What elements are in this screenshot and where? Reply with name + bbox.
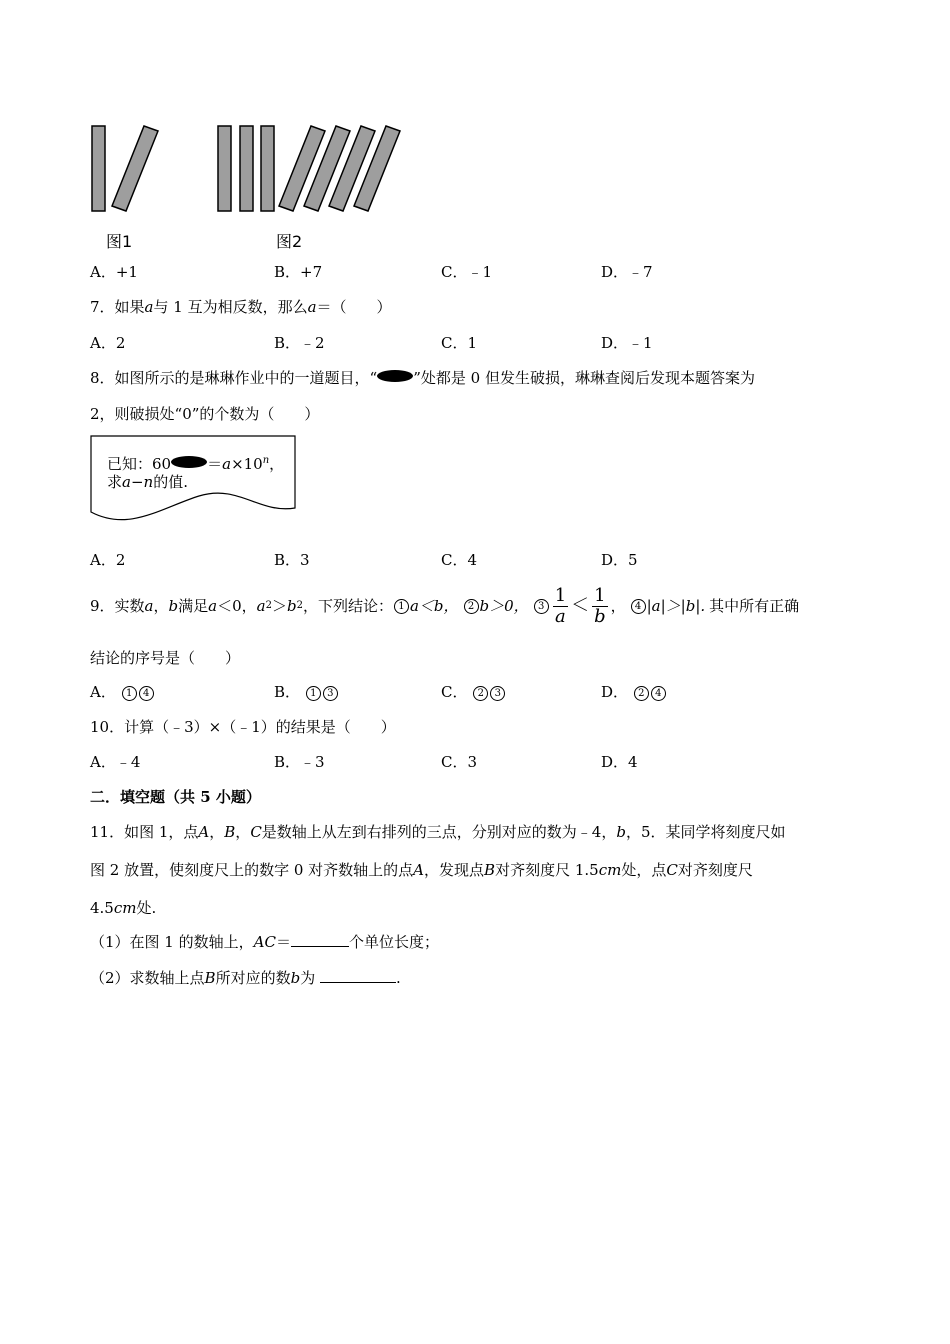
q6-option-d: D．﹣7 <box>601 263 653 281</box>
circled-num-4: 4 <box>631 599 646 614</box>
fraction-1-over-a: $\frac{1}{a}$ <box>554 584 567 627</box>
answer-blank-2[interactable] <box>320 968 396 983</box>
circled-num-2: 2 <box>464 599 479 614</box>
q6-option-b: B．+7 <box>274 263 323 281</box>
fig1-stick-vertical <box>92 126 105 211</box>
answer-blank-1[interactable] <box>291 932 349 947</box>
q11-sub1: （1）在图 1 的数轴上，AC＝ 个单位长度； <box>90 933 439 951</box>
q11-line2: 图 2 放置，使刻度尺上的数字 0 对齐数轴上的点A，发现点B对齐刻度尺 1.5cm处，点C对齐刻度尺 <box>90 861 753 879</box>
q9-stem-line1: 9．实数 a ， b 满足 a ＜0， a 2 ＞ b 2 ，下列结论： 1 a＜b， 2 b＞0， 3 $\frac{1}{a}$ ＜ $\frac{1}{b}$ ， 4 |a|＞|b|. 其中所有正确 <box>90 584 800 627</box>
q10-option-a: A．﹣4 <box>90 753 141 771</box>
q10-option-d: D．4 <box>601 753 638 771</box>
sticks-figure <box>86 118 416 218</box>
q7-option-b: B．﹣2 <box>274 334 325 352</box>
q11-sub2: （2）求数轴上点B所对应的数b为 . <box>90 969 401 987</box>
fraction-1-over-b: $\frac{1}{b}$ <box>594 584 606 627</box>
fig1-label: 图1 <box>106 232 133 251</box>
q10-option-b: B．﹣3 <box>274 753 325 771</box>
q9-option-a: A． 1 4 <box>90 682 155 702</box>
q9-option-b: B． 1 3 <box>274 682 339 702</box>
q8-stem-line1: 8．如图所示的是琳琳作业中的一道题目，“ ”处都是 0 但发生破损，琳琳查阅后发现本题答案为 <box>90 369 755 387</box>
q8-option-b: B．3 <box>274 551 310 569</box>
q8-option-c: C．4 <box>441 551 478 569</box>
q8-option-a: A．2 <box>90 551 126 569</box>
q7-option-c: C．1 <box>441 334 478 352</box>
circled-num-1: 1 <box>394 599 409 614</box>
damage-blot-icon <box>377 370 413 382</box>
q10-stem: 10．计算（﹣3）×（﹣1）的结果是（ ） <box>90 718 396 736</box>
q6-option-c: C．﹣1 <box>441 263 493 281</box>
q9-option-c: C． 2 3 <box>441 682 506 702</box>
card-line2: 求a−n的值. <box>107 473 188 491</box>
q6-option-a: A．+1 <box>90 263 138 281</box>
circled-num-3: 3 <box>534 599 549 614</box>
fig1-stick-slanted <box>112 126 158 211</box>
q9-option-d: D． 2 4 <box>601 682 667 702</box>
q7-option-a: A．2 <box>90 334 126 352</box>
q9-stem-line2: 结论的序号是（ ） <box>90 649 241 667</box>
card-damage-blot-icon <box>171 456 207 468</box>
fig2-label: 图2 <box>276 232 303 251</box>
q8-stem-line2: 2，则破损处“0”的个数为（ ） <box>90 405 320 423</box>
q7-option-d: D．﹣1 <box>601 334 653 352</box>
q8-option-d: D．5 <box>601 551 638 569</box>
fig2-stick-vertical-3 <box>261 126 274 211</box>
q7-stem: 7．如果a与 1 互为相反数，那么a＝（ ） <box>90 298 392 316</box>
q10-option-c: C．3 <box>441 753 478 771</box>
card-line1: 已知：$60 =a\times 10^n$， <box>107 455 285 473</box>
q11-line3: 4.5cm处. <box>90 899 157 917</box>
fig2-stick-vertical-2 <box>240 126 253 211</box>
section2-title: 二．填空题（共 5 小题） <box>90 788 261 806</box>
q11-line1: 11．如图 1，点A，B，C是数轴上从左到右排列的三点，分别对应的数为﹣4，b，5．某同学将刻度尺如 <box>90 823 786 841</box>
fig2-stick-vertical-1 <box>218 126 231 211</box>
